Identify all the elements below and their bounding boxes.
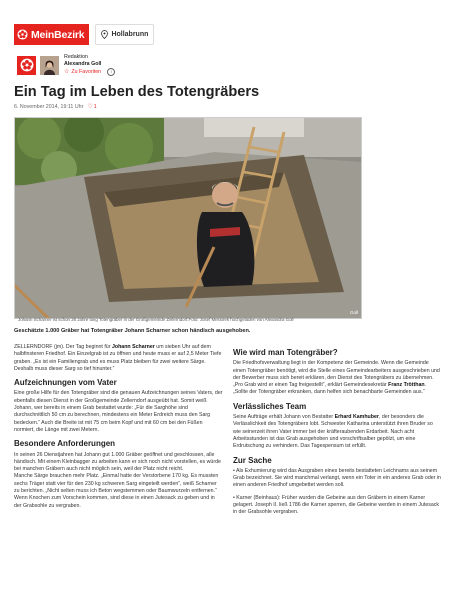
bullet-item: • Karner (Beinhaus): Früher wurden die Gebeine aus den Gräbern in einem Karner gelagert. Joseph II. ließ 1786 die Karner sperren, die Gebeine werden in einem Jutesack in der Grabsohle vergraben. — [233, 494, 440, 516]
article-column-right — [233, 344, 441, 522]
section-heading: Zur Sache — [233, 455, 272, 465]
author-row — [17, 52, 115, 78]
paragraph: Die Friedhofsverwaltung liegt in der Kompetenz der Gemeinde. Wenn die Gemeinde einen Totengräber benötigt, wird die Stelle eines Gemeindearbeiters ausgeschrieben und der Bewerber muss sich bereit erklären, den Dienst des Totengräbers zu übernehmen. „Pro Grab wird er einen Tag freigestellt“, erklärt Gemeindesekretär Franz Trötthan. „Sollte der Totengräber erkranken, dann helfen sich benachbarte Gemeinden aus.“ — [233, 360, 440, 396]
paragraph: Seine Aufträge erhält Johann von Bestatter Erhard Kamhuber, der besonders die Verlässlichkeit des Totengräbers lobt. Schwester Katharina unterstützt ihren Bruder so wie seinerzeit ihren Vater immer bei der kräfteraubenden Erdarbeit. Nach acht Arbeitsstunden ist das Grab ausgehoben und vorschriftsalber gepölzt, um eine Erdrutschung zu verhindern. Das Tagespensum ist erfüllt. — [233, 414, 433, 450]
section-heading: Verlässliches Team — [233, 401, 307, 411]
location-label: Hollabrunn — [111, 31, 149, 38]
person-name: Johann Scharner — [111, 344, 155, 350]
author-avatar[interactable] — [40, 56, 59, 75]
paragraph: Eine große Hilfe für den Totengräber sind die genauen Aufzeichnungen seines Vaters, der ebenfalls diesen Dienst in der Großgemeinde Zellerndorf ausgeübt hat. Somit weiß Johann, wer bereits in einem Grab bestattet wurde: „Für die Sarghöhe sind durchschnittlich 50 cm zu berechnen, mindestens ein Meter Erdreich muss den Sarg bedecken.“ Auch die Breite ist mit 75 cm beim Kopf und mit 60 cm bei den Füßen normiert, die Länge mit zwei Metern. — [14, 390, 223, 433]
article-column-left — [14, 344, 223, 515]
logo-flower-icon — [17, 29, 28, 40]
brand-flower-icon — [20, 58, 34, 72]
brand-badge — [17, 56, 36, 75]
star-icon[interactable]: ☆ — [64, 68, 70, 75]
favorites-row — [64, 68, 115, 76]
section-heading: Aufzeichnungen vom Vater — [14, 378, 117, 388]
paragraph: ZELLERNDORF (jm). Der Tag beginnt für Johann Scharner um sieben Uhr auf dem halbfinsteren Friedhof. Ein Einzelgrab ist zu öffnen und heute muss er auf 2,5 Meter Tiefe graben. „Es ist ein Familiengrab und es muss Platz bleiben für zwei weitere Särge. Deshalb muss dieser Sarg so tief hinunter.“ — [14, 344, 222, 372]
top-bar — [14, 24, 437, 45]
map-pin-icon — [101, 30, 108, 39]
image-caption: Johann Scharner ist schon 26 Jahre lang Totengräber in der Großgemeinde Zellerndorf.Foto: Josef Messirek hochgeladen von Alexandra Goll — [18, 317, 294, 322]
avatar-portrait-icon — [40, 56, 59, 75]
article-dateline — [14, 103, 97, 110]
add-favorites-link[interactable]: Zu Favoriten — [71, 68, 102, 75]
section-heading: Wie wird man Totengräber? — [233, 348, 338, 357]
paragraph: In seinen 26 Dienstjahren hat Johann gut 1.000 Gräber geöffnet und geschlossen, alle händisch. Mit einem Kleinbagger zu arbeiten kann er sich noch nicht vorstellen, es würde bei manchen Gräbern auch nicht möglich sein, weil der Platz nicht reicht. — [14, 451, 221, 473]
gravedigger-photo — [14, 117, 362, 319]
section-heading: Besondere Anforderungen — [14, 439, 116, 449]
article-photo[interactable] — [14, 117, 362, 319]
bullet-item: • Als Exhumierung wird das Ausgraben eines bereits bestatteten Leichnams aus seinem Grab bezeichnet. Sie wird manchmal verlangt, wenn ein Toter in ein anderes Grab oder in einen anderen Friedhof umgebettet werden soll. — [233, 467, 441, 489]
logo-text: MeinBezirk — [31, 28, 85, 41]
heart-icon[interactable]: ♡ — [87, 104, 93, 110]
site-logo[interactable] — [14, 24, 89, 45]
person-name: Franz Trötthan — [388, 382, 425, 389]
photo-watermark: Goll — [349, 310, 358, 315]
author-meta — [64, 54, 115, 77]
person-name: Erhard Kamhuber — [334, 414, 379, 421]
article-lead: Geschätzte 1.000 Gräber hat Totengräber Johann Scharner schon händisch ausgehoben. — [14, 328, 251, 334]
like-count: 1 — [93, 103, 97, 110]
author-role: Redaktion — [64, 53, 88, 60]
article-title: Ein Tag im Leben des Totengräbers — [14, 84, 260, 100]
location-selector[interactable] — [95, 24, 154, 45]
author-name[interactable]: Alexandra Goll — [64, 61, 102, 67]
article-date: 6. November 2014, 19:11 Uhr — [14, 103, 84, 110]
info-icon[interactable]: i — [107, 68, 115, 76]
paragraph: Manche Särge brauchen mehr Platz. „Einmal hatte der Verstorbene 170 kg. Es mussten sechs Träger statt vier für den 230 kg schweren Sarg eingeteilt werden“, weiß Scharner zu berichten. „Nicht selten muss ich Beton wegstemmen oder Baumwurzeln entfernen.“ Wenn Knochen zum Vorschein kommen, sind diese in einen Jutesack zu geben und in der Grabsohle zu vergraben. — [14, 473, 219, 509]
